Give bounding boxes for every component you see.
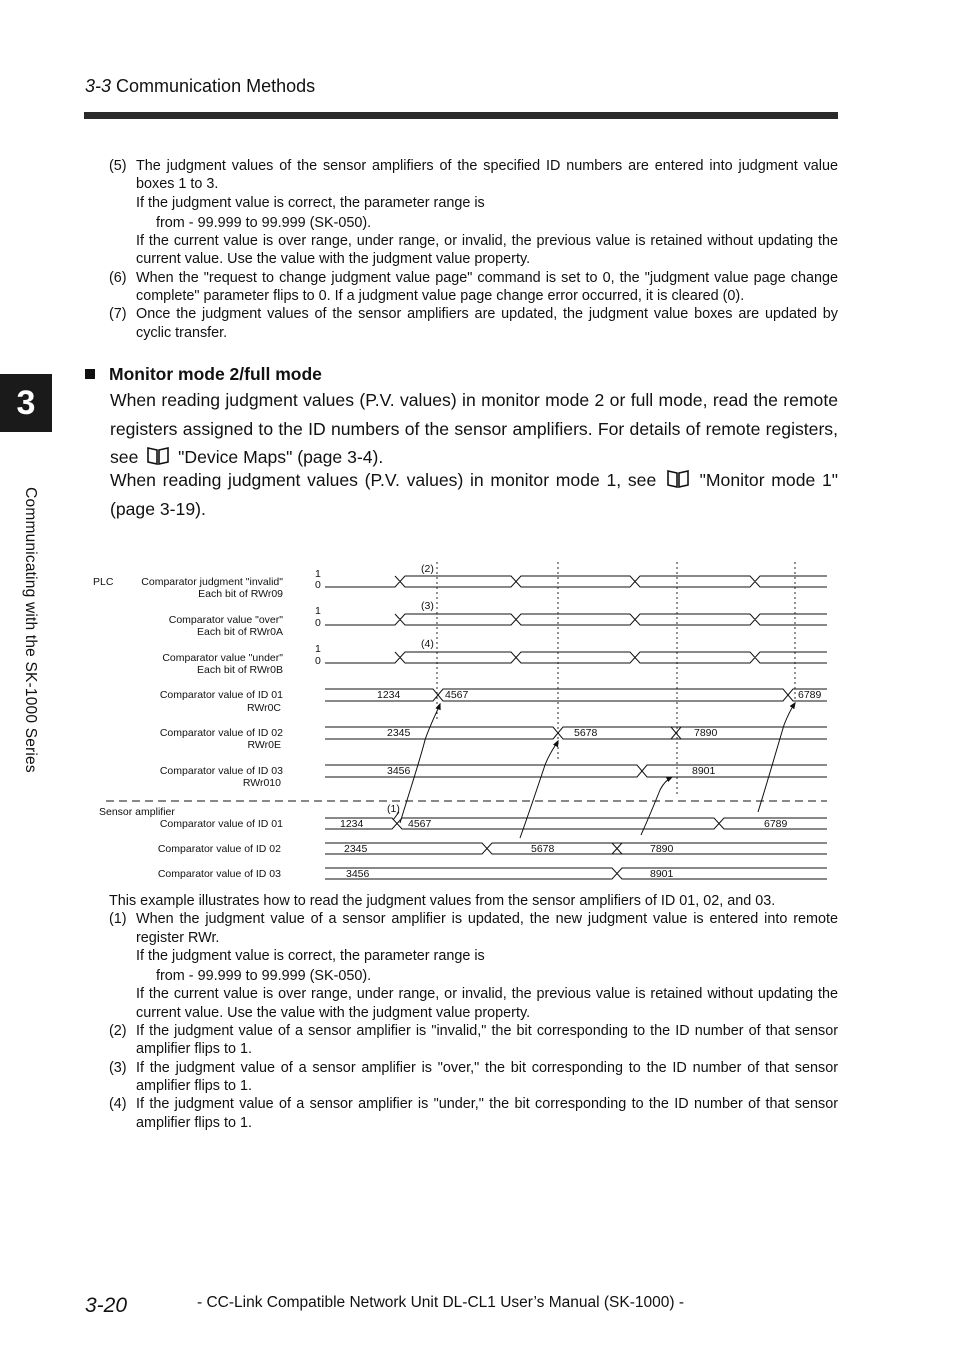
sensor-value: 7890 — [650, 843, 674, 855]
row-label: Comparator value of ID 01 — [159, 689, 283, 701]
over-bit-waveform — [325, 614, 827, 625]
row-register-label: RWr0E — [247, 739, 281, 751]
update-arrow — [520, 741, 558, 838]
item-text: When the judgment value of a sensor amplifier is updated, the new judgment value is entered into remote register RWr. — [136, 911, 838, 946]
row-register-label: RWr010 — [242, 777, 281, 789]
row-register-label: Each bit of RWr0B — [197, 664, 283, 676]
row-label: Comparator value of ID 01 — [159, 818, 283, 830]
row-label: Comparator value "under" — [162, 652, 283, 664]
item-text: If the current value is over range, under range, or invalid, the previous value is retained without updating the current value. Use the value with the judgment value property. — [136, 233, 838, 268]
id02-sensor-bus — [325, 843, 827, 854]
row-register-label: Each bit of RWr09 — [198, 588, 283, 600]
id03-sensor-bus — [325, 868, 827, 879]
intro-text: This example illustrates how to read the judgment values from the sensor amplifiers of ID 01, 02, and 03. — [109, 893, 776, 909]
level-low-label: 0 — [315, 655, 321, 667]
row-label: Comparator value of ID 02 — [157, 843, 281, 855]
timing-diagram — [0, 550, 954, 890]
register-value: 7890 — [694, 727, 718, 739]
plc-label: PLC — [93, 576, 114, 588]
register-value: 3456 — [387, 765, 411, 777]
list-item — [109, 1022, 838, 1059]
item-number: (3) — [109, 1059, 127, 1076]
page-number: 3-20 — [85, 1294, 128, 1317]
manual-title: - CC-Link Compatible Network Unit DL-CL1 User’s Manual (SK-1000) - — [197, 1294, 684, 1311]
level-low-label: 0 — [315, 579, 321, 591]
callout-label: (3) — [421, 600, 434, 612]
list-item — [109, 910, 838, 1022]
register-value: 2345 — [387, 727, 411, 739]
sensor-amplifier-label: Sensor amplifier — [99, 806, 175, 818]
update-arrow — [641, 777, 672, 835]
item-text: If the judgment value of a sensor amplifier is "under," the bit corresponding to the ID number of that sensor amplifier flips to 1. — [136, 1096, 838, 1131]
register-value: 4567 — [445, 689, 469, 701]
header-rule — [84, 112, 838, 119]
reference-link[interactable]: "Device Maps" (page 3-4). — [178, 447, 384, 467]
section-number: 3-3 — [85, 76, 112, 96]
item-number: (2) — [109, 1023, 127, 1040]
item-text: If the judgment value of a sensor amplifier is "invalid," the bit corresponding to the ID number of that sensor amplifier flips to 1. — [136, 1023, 838, 1058]
list-item — [109, 1059, 838, 1096]
sensor-value: 1234 — [340, 818, 364, 830]
item-text: Once the judgment values of the sensor amplifiers are updated, the judgment value boxes are updated by cyclic transfer. — [136, 306, 838, 341]
bottom-list — [109, 892, 838, 1132]
section-header — [85, 76, 315, 97]
callout-label: (2) — [421, 563, 434, 575]
row-register-label: Each bit of RWr0A — [197, 626, 283, 638]
item-number: (1) — [109, 911, 127, 928]
item-number: (4) — [109, 1096, 127, 1113]
list-item — [109, 269, 838, 306]
list-item — [109, 157, 838, 269]
book-reference-icon — [146, 446, 170, 466]
row-label: Comparator value of ID 03 — [157, 868, 281, 880]
sensor-value: 5678 — [531, 843, 555, 855]
level-high-label: 1 — [315, 605, 321, 617]
row-register-label: RWr0C — [246, 702, 281, 714]
item-text: The judgment values of the sensor amplifiers of the specified ID numbers are entered into judgment value boxes 1 to 3. — [136, 158, 838, 193]
paragraph-text: When reading judgment values (P.V. values) in monitor mode 1, see — [110, 470, 657, 490]
update-arrow — [758, 703, 795, 812]
side-chapter-title: Communicating with the SK-1000 Series — [22, 487, 39, 773]
bullet-square-icon — [85, 369, 95, 379]
register-value: 1234 — [377, 689, 401, 701]
subsection-heading — [85, 364, 322, 385]
reference-link[interactable]: "Monitor mode 1" (page 3-19). — [110, 470, 838, 519]
id01-sensor-bus — [325, 818, 827, 829]
level-low-label: 0 — [315, 617, 321, 629]
item-text: from - 99.999 to 99.999 (SK-050). — [156, 968, 372, 985]
row-label: Comparator value of ID 02 — [159, 727, 283, 739]
register-value: 6789 — [798, 689, 822, 701]
paragraph — [110, 466, 838, 523]
top-list — [109, 157, 838, 342]
item-text: from - 99.999 to 99.999 (SK-050). — [156, 214, 372, 231]
item-number: (5) — [109, 158, 127, 174]
sensor-value: 3456 — [346, 868, 370, 880]
sensor-value: 4567 — [408, 818, 432, 830]
under-bit-waveform — [325, 652, 827, 663]
row-label: Comparator value of ID 03 — [159, 765, 283, 777]
section-title: Communication Methods — [116, 76, 316, 96]
paragraph-text: When reading judgment values (P.V. values) in monitor mode 2 or full mode, read the remote registers assigned to the ID numbers of the sensor amplifiers. For details of remote registers, see — [110, 390, 838, 467]
item-text: If the judgment value of a sensor amplifier is "over," the bit corresponding to the ID number of that sensor amplifier flips to 1. — [136, 1059, 838, 1094]
update-arrow — [400, 704, 440, 823]
callout-label: (4) — [421, 638, 434, 650]
list-item — [109, 1095, 838, 1132]
level-high-label: 1 — [315, 568, 321, 580]
sensor-value: 6789 — [764, 818, 788, 830]
list-item — [109, 305, 838, 342]
register-value: 5678 — [574, 727, 598, 739]
register-value: 8901 — [692, 765, 716, 777]
callout-label: (1) — [387, 803, 400, 815]
item-text: When the "request to change judgment value page" command is set to 0, the "judgment value page change complete" parameter flips to 0. If a judgment value page change error occurred, it is cleared (0). — [136, 269, 838, 305]
row-label: Comparator value "over" — [168, 614, 283, 626]
item-text: If the judgment value is correct, the parameter range is — [136, 947, 485, 964]
book-reference-icon — [666, 469, 690, 489]
level-high-label: 1 — [315, 643, 321, 655]
item-number: (7) — [109, 306, 127, 323]
item-text: If the judgment value is correct, the parameter range is — [136, 194, 485, 211]
subsection-title: Monitor mode 2/full mode — [109, 364, 322, 384]
item-number: (6) — [109, 269, 127, 286]
invalid-bit-waveform — [325, 576, 827, 587]
item-text: If the current value is over range, under range, or invalid, the previous value is retained without updating the current value. Use the value with the judgment value property. — [136, 986, 838, 1021]
row-label: Comparator judgment "invalid" — [141, 576, 283, 588]
sensor-value: 8901 — [650, 868, 674, 880]
paragraph — [110, 386, 838, 472]
chapter-tab: 3 — [0, 374, 52, 432]
sensor-value: 2345 — [344, 843, 368, 855]
